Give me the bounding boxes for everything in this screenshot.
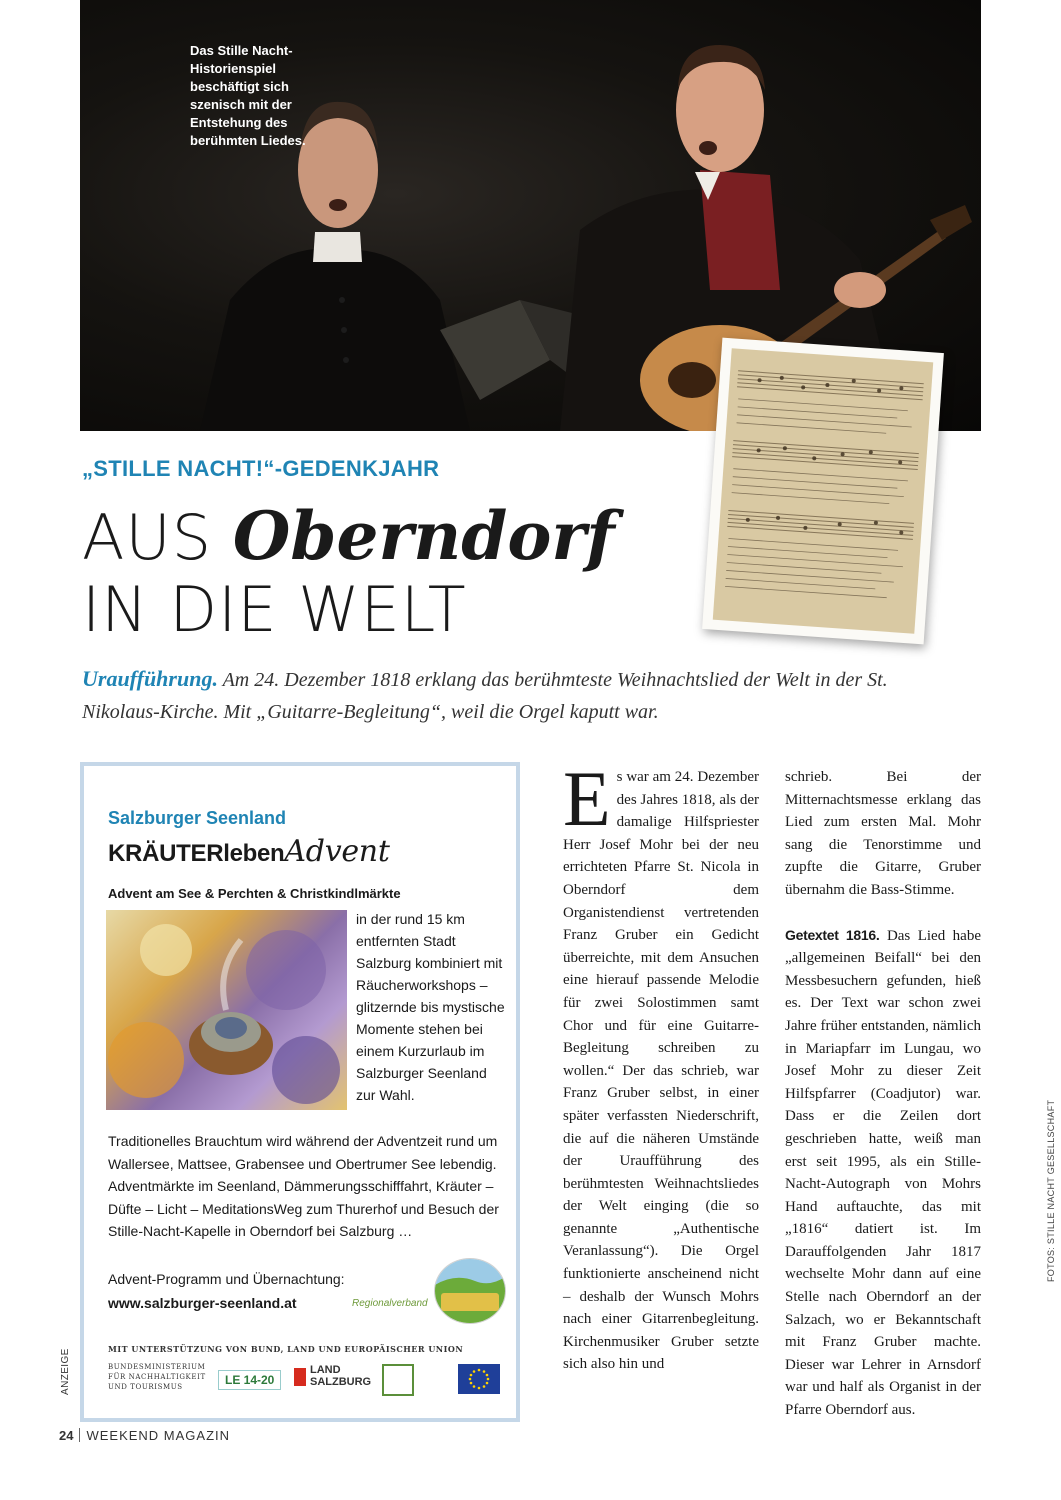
- seenland-logo: [434, 1258, 506, 1324]
- magazine-name: WEEKEND MAGAZIN: [86, 1428, 231, 1443]
- land-salzburg-text: [310, 1364, 371, 1388]
- land-line-1: LAND: [310, 1364, 341, 1376]
- herbs-illustration: [106, 910, 347, 1110]
- bmnt-line-3: UND TOURISMUS: [108, 1383, 183, 1391]
- land-line-2: SALZBURG: [310, 1376, 372, 1388]
- lead-text: Am 24. Dezember 1818 erklang das berühmteste Weihnachtslied der Welt in der St. Nikolaus-Kirche. Mit „Guitarre-Begleitung“, weil die Orgel kaputt war.: [82, 669, 888, 723]
- eu-flag-icon: [458, 1364, 500, 1394]
- article-column-2: [785, 766, 981, 1422]
- herbs-photo: [106, 910, 347, 1110]
- col2-paragraph-2: [785, 924, 981, 1422]
- photo-caption: Das Stille Nacht-Historienspiel beschäftigt sich szenisch mit der Entstehung des berühmten Liedes.: [190, 43, 306, 148]
- ad-side-text: in der rund 15 km entfernten Stadt Salzburg kombiniert mit Räucherworkshops – glitzernde bis mystische Momente stehen bei einem Kurzurlaub im Salzburger Seenland zur Wahl.: [356, 911, 505, 1103]
- lead-label: Uraufführung.: [82, 666, 218, 691]
- ad-title-script: Advent: [284, 834, 390, 869]
- leader-logo-icon: [382, 1364, 414, 1396]
- col2-paragraph-1: schrieb. Bei der Mitternachtsmesse erklang das Lied zum ersten Mal. Mohr sang die Tenorstimme und zupfte die Gitarre, Gruber übernahm die Bass-Stimme.: [785, 769, 981, 898]
- dropcap: E: [563, 755, 611, 842]
- ad-subtitle: Advent am See & Perchten & Christkindlmärkte: [108, 886, 401, 901]
- col2-text: Das Lied habe „allgemeinen Beifall“ bei den Messbesuchern gefunden, hieß es. Der Text war schon zwei Jahre früher entstanden, nämlich in Mariapfarr im Lungau, wo Josef Mohr zu dieser Zeit Hilfspfarrer (Coadjutor) war. Dass er die Zeilen dort geschrieben hatte, weiß man erst seit 1995, als ein Stille-Nacht-Autograph von Mohrs Hand auftauchte, das mit „1816“ datiert ist. Im Darauffolgenden Jahr 1817 wechselte Mohr dann auf eine Stelle nach Oberndorf an der Salzach, wo er Bekanntschaft mit Franz Gruber machte. Dieser war Lehrer in Arnsdorf war und half als Organist in der Pfarre Oberndorf aus.: [785, 927, 981, 1419]
- article-paragraph-1: [563, 755, 759, 1376]
- manuscript-photo: [702, 338, 944, 645]
- ad-website-link[interactable]: www.salzburger-seenland.at: [108, 1295, 297, 1311]
- page-number: 24: [59, 1428, 74, 1443]
- eu-stars-icon: [458, 1364, 500, 1394]
- footer-divider: [79, 1428, 80, 1442]
- ad-support-line: MIT UNTERSTÜTZUNG VON BUND, LAND UND EUROPÄISCHER UNION: [108, 1344, 464, 1354]
- col2-subhead: Getextet 1816.: [785, 926, 880, 943]
- ad-program-label: Advent-Programm und Übernachtung:: [108, 1271, 345, 1287]
- headline-part1: AUS: [82, 501, 213, 574]
- headline-line-1: [82, 497, 615, 575]
- article-headline: [82, 497, 615, 646]
- bmnt-logo: [108, 1362, 206, 1392]
- photo-credit: FOTOS: STILLE NACHT GESELLSCHAFT: [1046, 1099, 1056, 1282]
- col1-text: s war am 24. Dezember des Jahres 1818, als der damalige Hilfspriester Herr Josef Mohr bei der neu errichteten Pfarre St. Nicola in Oberndorf dem Organistendienst vertretenden Franz Gruber ein Gedicht überreichte, mit dem Ansuchen eine hierauf passende Melodie für zwei Solostimmen samt Chor und für eine Guitarre-Begleitung schreiben zu wollen.“ Der das schrieb, war Franz Gruber selbst, in einer später verfassten Niederschrift, die auf die näheren Umstände der Uraufführung des berühmtesten Weihnachtsliedes der Welt einging (die so genannte „Authentische Veranlassung“). Die Orgel funktionierte anscheinend nicht – deshalb der Wunsch Mohrs nach einer Gitarrenbegleitung. Kirchenmusiker Gruber setzte sich also hin und: [563, 769, 759, 1373]
- article-lead: [82, 663, 902, 728]
- page-footer: [59, 1428, 230, 1443]
- le-logo: LE 14-20: [218, 1370, 281, 1390]
- ad-label: ANZEIGE: [60, 1348, 71, 1395]
- ad-brand: Salzburger Seenland: [108, 808, 287, 828]
- advertisement-box: [80, 762, 520, 1422]
- bmnt-line-1: BUNDESMINISTERIUM: [108, 1363, 206, 1371]
- article-column-1: [563, 755, 759, 1376]
- ad-regional-label: Regionalverband: [352, 1298, 428, 1309]
- headline-script: Oberndorf: [232, 497, 615, 575]
- bmnt-line-2: FÜR NACHHALTIGKEIT: [108, 1373, 206, 1381]
- ad-title: [108, 834, 390, 869]
- sponsor-logos: [108, 1362, 502, 1406]
- article-kicker: „STILLE NACHT!“-GEDENKJAHR: [82, 456, 440, 481]
- manuscript-score: [713, 348, 933, 633]
- ad-title-text: KRÄUTERleben: [108, 840, 285, 867]
- seenland-logo-graphic: [435, 1259, 505, 1323]
- ad-body: Traditionelles Brauchtum wird während der Adventzeit rund um Wallersee, Mattsee, Grabensee und Obertrumer See lebendig. Adventmärkte im Seenland, Dämmerungsschifffahrt, Kräuter – Düfte – Licht – MeditationsWeg zum Thurerhof und Besuch der Stille-Nacht-Kapelle in Oberndorf bei Salzburg …: [108, 1133, 499, 1239]
- headline-line-2: IN DIE WELT: [82, 573, 467, 646]
- salzburg-crest-icon: [294, 1368, 306, 1386]
